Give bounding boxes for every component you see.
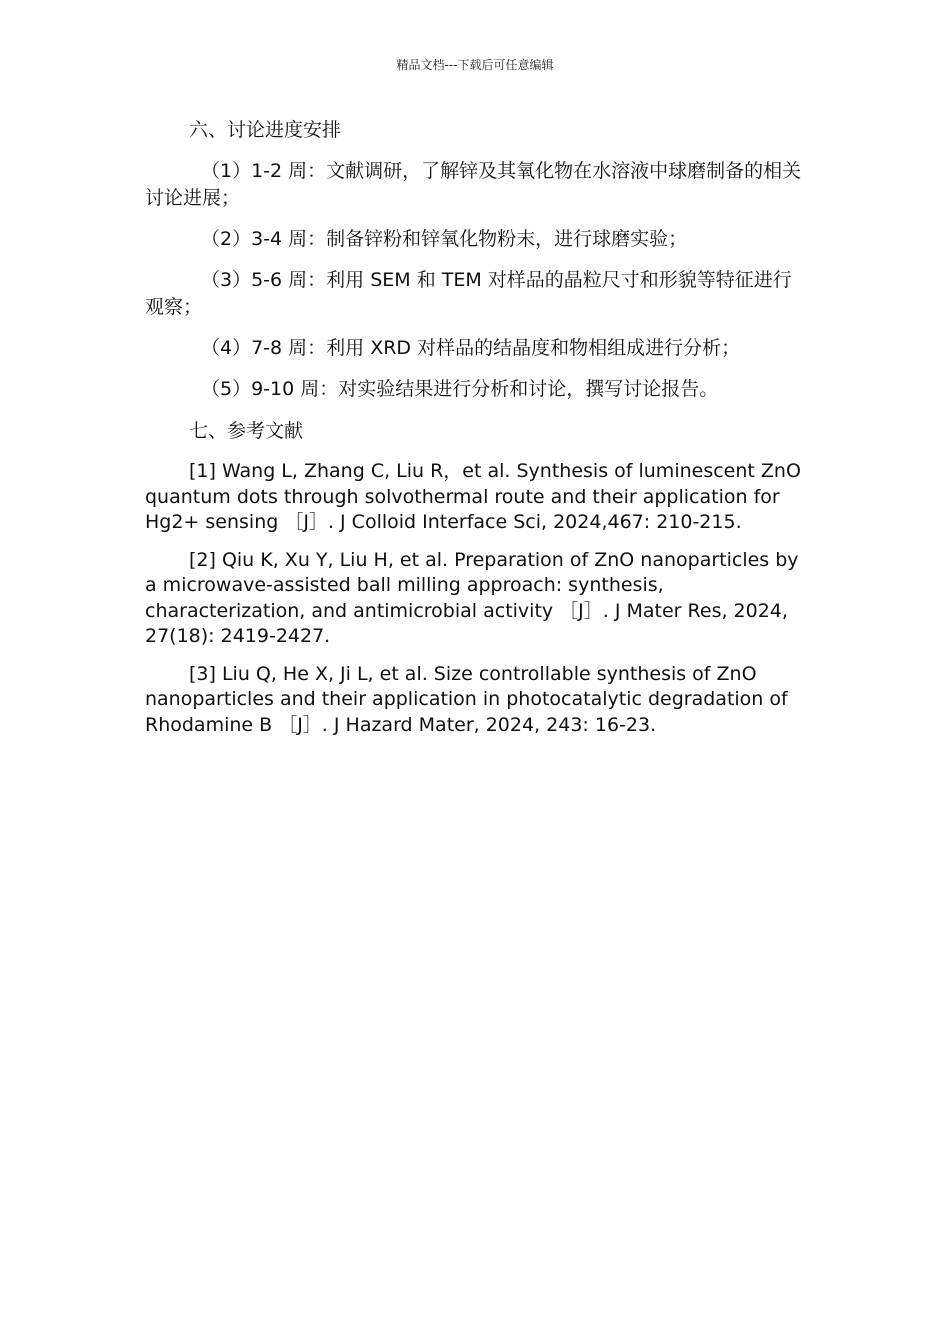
schedule-item: （4）7-8 周：利用 XRD 对样品的结晶度和物相组成进行分析； xyxy=(201,337,741,359)
section-heading-references: 七、参考文献 xyxy=(189,420,304,442)
reference-item: [2] Qiu K, Xu Y, Liu H, et al. Preparation of ZnO nanoparticles by a microwave-assisted ball milling approach: synthesis, characterization, and antimicrobial activity ［J］. J Mater Res, 2024, 27(18): 2419-2427. xyxy=(145,548,799,647)
page-header: 精品文档---下载后可任意编辑 xyxy=(396,58,554,72)
reference-item: [3] Liu Q, He X, Ji L, et al. Size controllable synthesis of ZnO nanoparticles and their application in photocatalytic degradation of Rhodamine B ［J］. J Hazard Mater, 2024, 243: 16-23. xyxy=(145,662,788,736)
schedule-item: （3）5-6 周：利用 SEM 和 TEM 对样品的晶粒尺寸和形貌等特征进行观察； xyxy=(145,269,792,318)
document-body xyxy=(145,116,805,750)
schedule-item: （5）9-10 周：对实验结果进行分析和讨论，撰写讨论报告。 xyxy=(201,378,719,400)
schedule-item: （1）1-2 周：文献调研，了解锌及其氧化物在水溶液中球磨制备的相关讨论进展； xyxy=(145,160,802,209)
schedule-item: （2）3-4 周：制备锌粉和锌氧化物粉末，进行球磨实验； xyxy=(201,228,688,250)
reference-item: [1] Wang L, Zhang C, Liu R，et al. Synthesis of luminescent ZnO quantum dots through solvothermal route and their application for Hg2+ sensing ［J］. J Colloid Interface Sci, 2024,467: 210-215. xyxy=(145,460,801,533)
section-heading-schedule: 六、讨论进度安排 xyxy=(189,119,342,141)
